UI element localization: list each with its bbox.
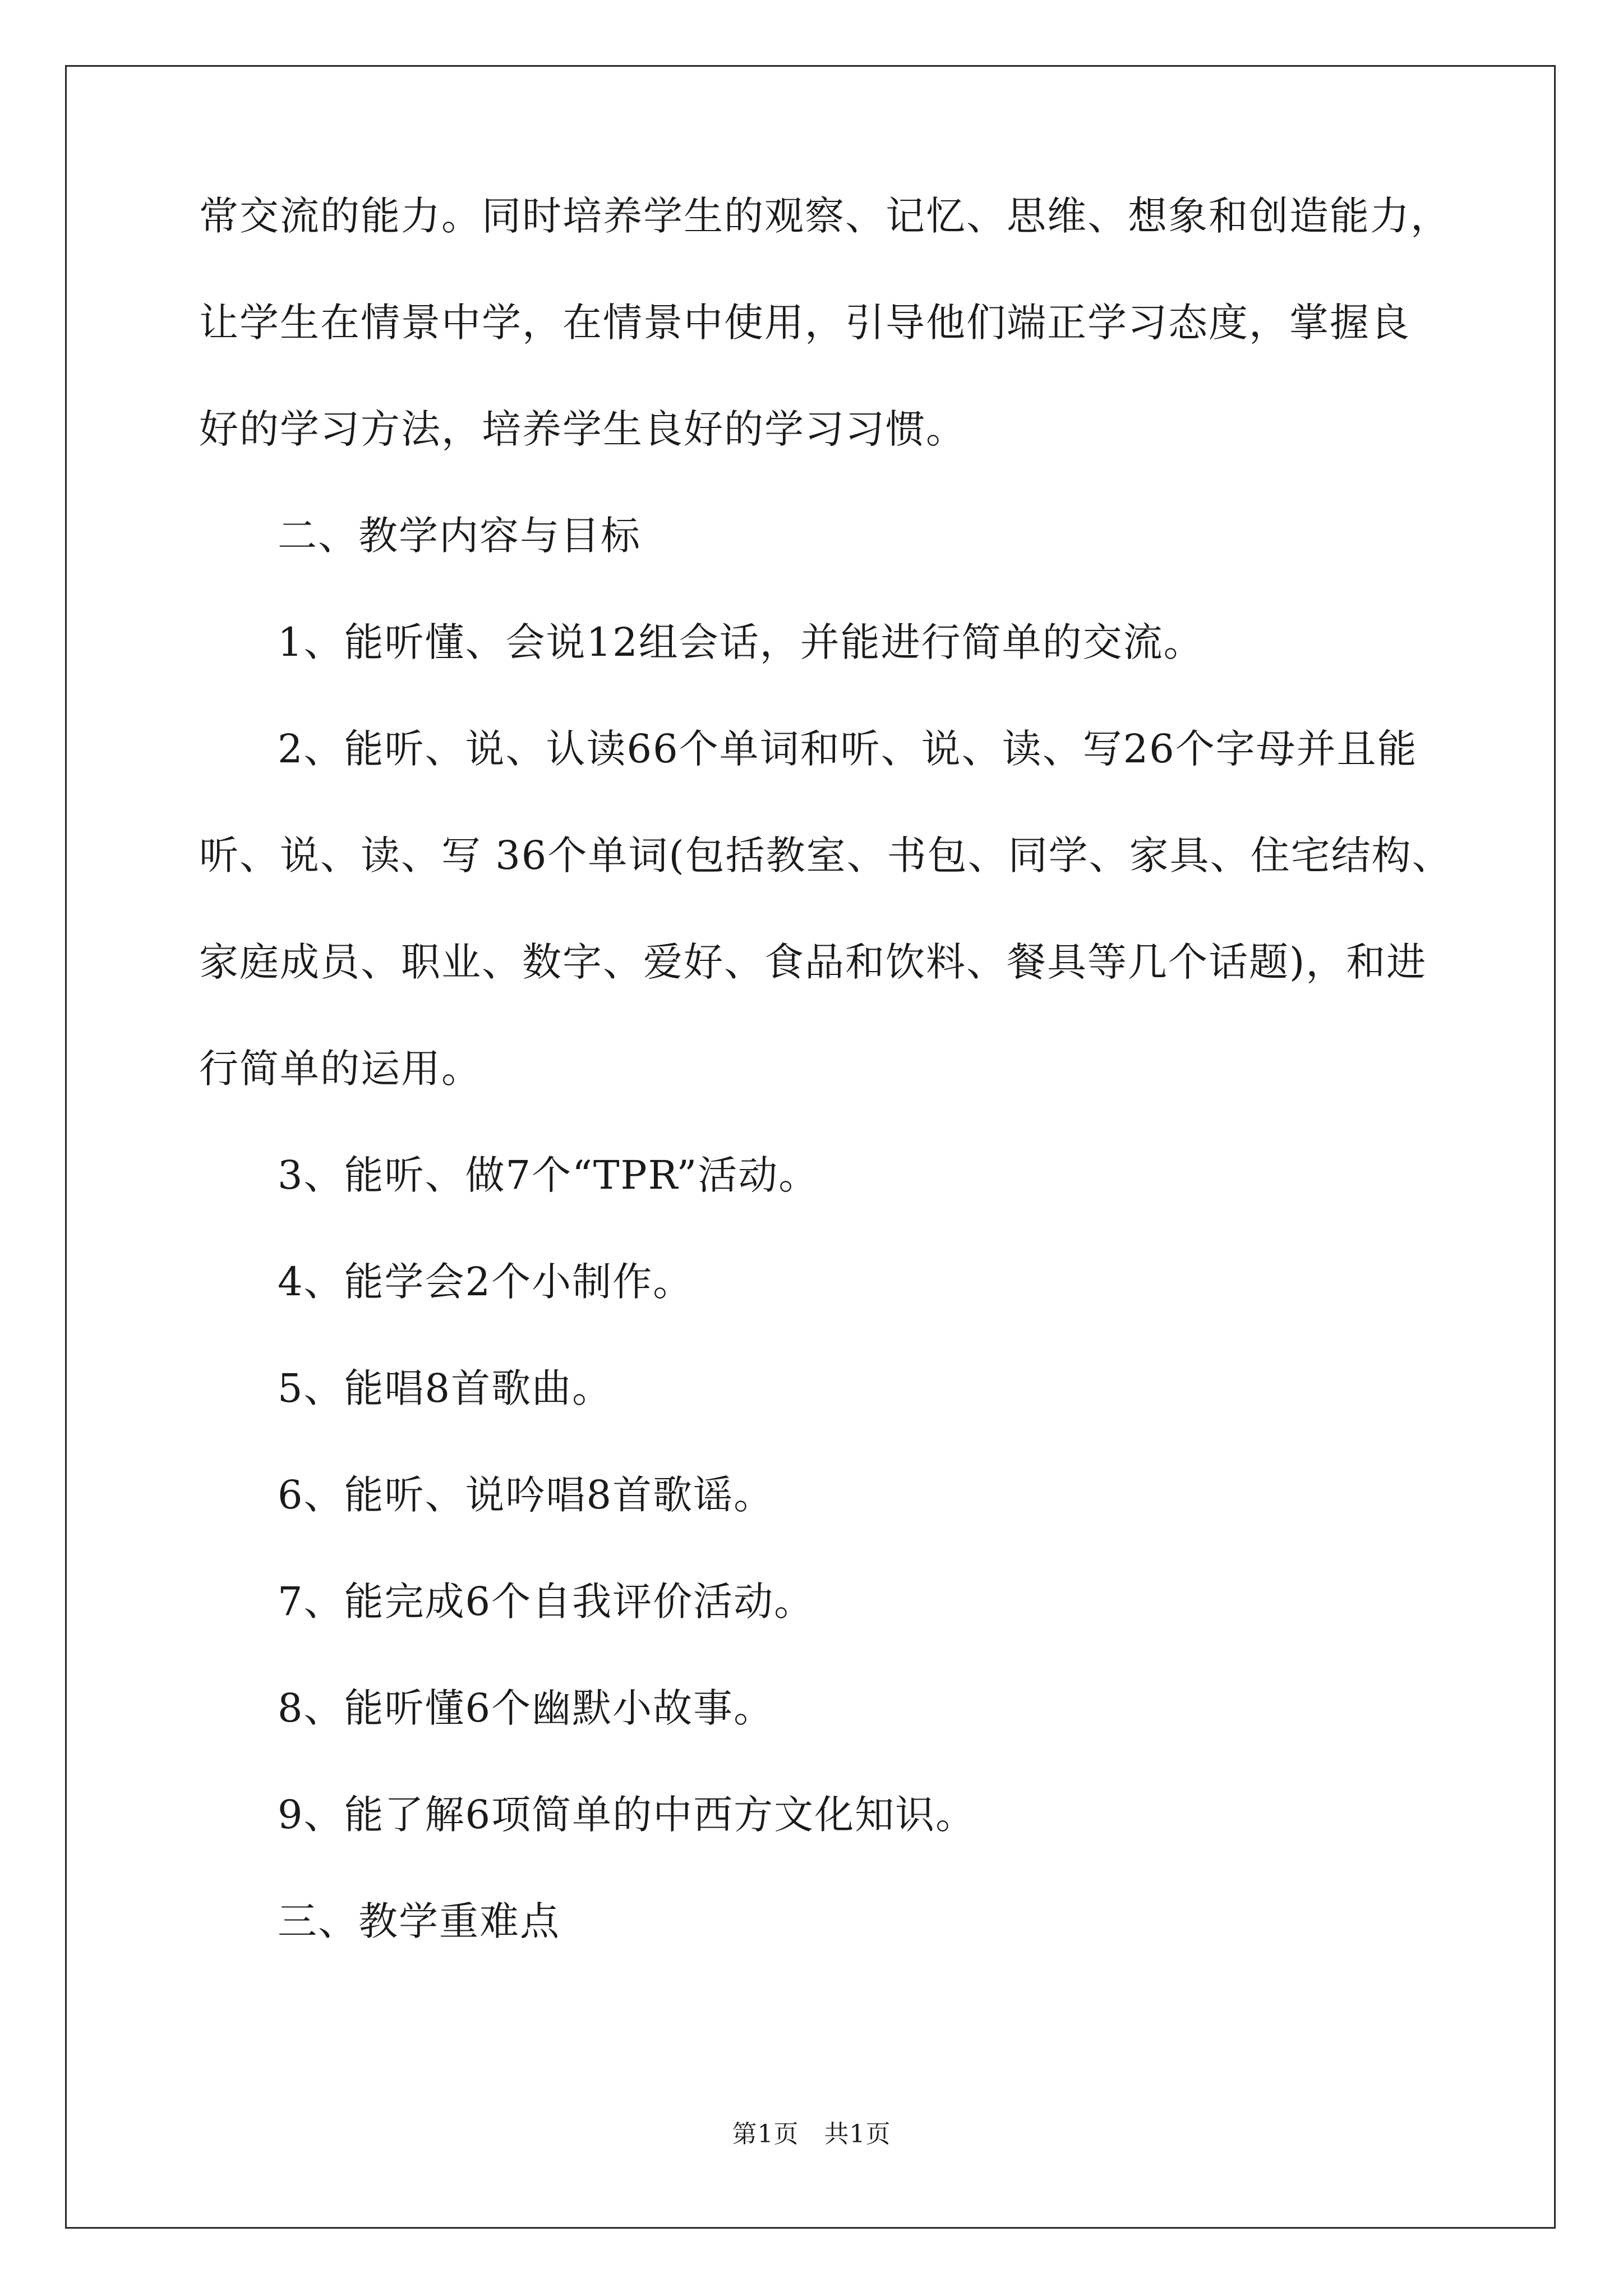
list-item: 9、能了解6项简单的中西方文化知识。 xyxy=(278,1792,976,1838)
list-item: 4、能学会2个小制作。 xyxy=(278,1259,694,1305)
list-item-continuation: 行简单的运用。 xyxy=(199,1046,482,1092)
list-item: 5、能唱8首歌曲。 xyxy=(278,1365,613,1411)
list-item-continuation: 家庭成员、职业、数字、爱好、食品和饮料、餐具等几个话题)，和进 xyxy=(199,939,1427,985)
paragraph-line: 让学生在情景中学，在情景中使用，引导他们端正学习态度，掌握良 xyxy=(199,300,1410,346)
list-item-continuation: 听、说、读、写 36个单词(包括教室、书包、同学、家具、住宅结构、 xyxy=(199,832,1453,878)
list-item: 3、能听、做7个“TPR”活动。 xyxy=(278,1152,819,1198)
page-number-footer: 第1页 共1页 xyxy=(732,2120,891,2148)
paragraph-line: 好的学习方法，培养学生良好的学习习惯。 xyxy=(199,406,966,452)
section-heading: 三、教学重难点 xyxy=(278,1898,560,1944)
list-item: 8、能听懂6个幽默小故事。 xyxy=(278,1685,774,1731)
paragraph-line: 常交流的能力。同时培养学生的观察、记忆、思维、想象和创造能力， xyxy=(199,193,1451,239)
section-heading: 二、教学内容与目标 xyxy=(278,513,641,559)
list-item: 7、能完成6个自我评价活动。 xyxy=(278,1579,815,1625)
list-item: 1、能听懂、会说12组会话，并能进行简单的交流。 xyxy=(278,619,1204,665)
list-item: 6、能听、说吟唱8首歌谣。 xyxy=(278,1472,774,1518)
list-item: 2、能听、说、认读66个单词和听、说、读、写26个字母并且能 xyxy=(278,726,1418,772)
